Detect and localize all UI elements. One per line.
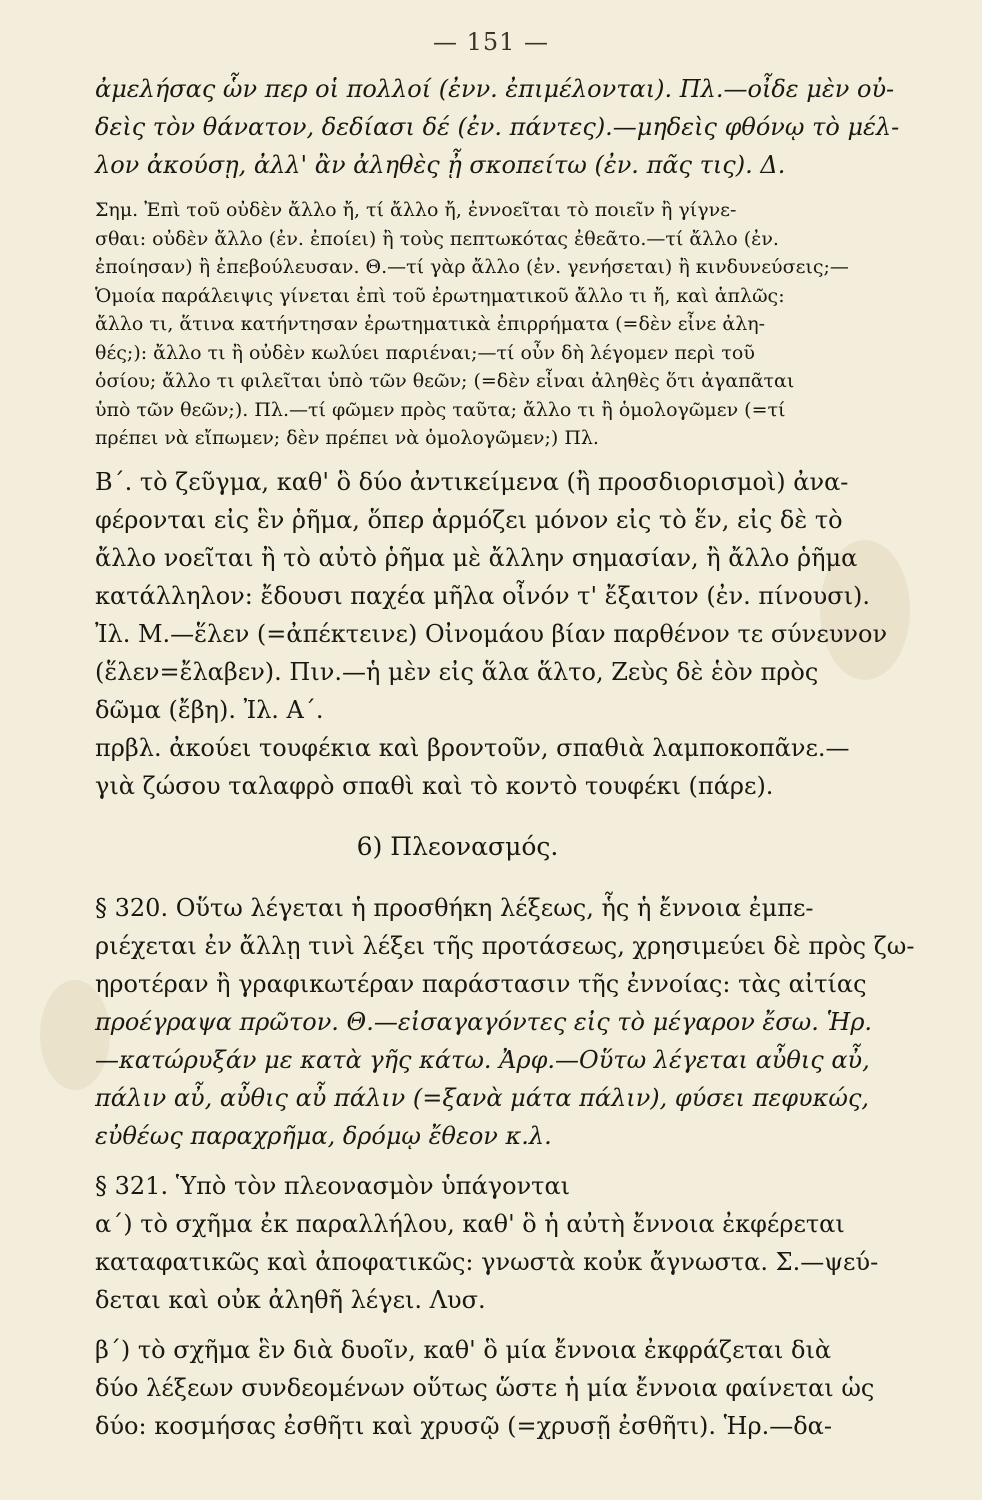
text-line: ριέχεται ἐν ἄλλῃ τινὶ λέξει τῆς προτάσεως, χρησιμεύει δὲ πρὸς ζω-	[95, 931, 915, 960]
text-line: ἄλλο τι, ἅτινα κατήντησαν ἐρωτηματικὰ ἐπιρρήματα (=δὲν εἶνε ἀλη-	[95, 313, 766, 335]
text-line: ἀμελήσας ὧν περ οἱ πολλοί (ἐνν. ἐπιμέλονται). Πλ.—οἶδε μὲν οὐ-	[95, 75, 895, 103]
text-line: φέρονται εἰς ἓν ῥῆμα, ὅπερ ἁρμόζει μόνον εἰς τὸ ἕν, εἰς δὲ τὸ	[95, 505, 843, 534]
text-line: § 320. Οὕτω λέγεται ἡ προσθήκη λέξεως, ἧς ἡ ἔννοια ἐμπε-	[95, 893, 814, 922]
text-line: κατάλληλον: ἔδουσι παχέα μῆλα οἶνόν τ' ἔξαιτον (ἐν. πίνουσι).	[95, 581, 871, 610]
paragraph-321	[95, 1167, 879, 1445]
text-line: —κατώρυξάν με κατὰ γῆς κάτω. Ἀρφ.—Οὕτω λέγεται αὖθις αὖ,	[95, 1045, 870, 1074]
paragraph-zeugma	[95, 463, 888, 805]
text-line: δύο: κοσμήσας ἐσθῆτι καὶ χρυσῷ (=χρυσῇ ἐσθῆτι). Ἡρ.—δα-	[95, 1411, 832, 1440]
text-line: Σημ. Ἐπὶ τοῦ οὐδὲν ἄλλο ἤ, τί ἄλλο ἤ, ἐννοεῖται τὸ ποιεῖν ἢ γίγνε-	[95, 199, 737, 221]
text-line: προέγραψα πρῶτον. Θ.—εἰσαγαγόντες εἰς τὸ μέγαρον ἔσω. Ἡρ.	[95, 1007, 873, 1036]
text-line: ηροτέραν ἢ γραφικωτέραν παράστασιν τῆς ἐννοίας: τὰς αἰτίας	[95, 969, 867, 998]
text-line: γιὰ ζώσου ταλαφρὸ σπαθὶ καὶ τὸ κοντὸ τουφέκι (πάρε).	[95, 771, 774, 800]
text-line: λον ἀκούσῃ, ἀλλ' ἂν ἀληθὲς ᾖ σκοπείτω (ἐν. πᾶς τις). Δ.	[95, 151, 786, 179]
text-line: Β΄. τὸ ζεῦγμα, καθ' ὃ δύο ἀντικείμενα (ἢ προσδιορισμοὶ) ἀνα-	[95, 467, 849, 496]
text-line: σθαι: οὐδὲν ἄλλο (ἐν. ἐποίει) ἢ τοὺς πεπτωκότας ἐθεᾶτο.—τί ἄλλο (ἐν.	[95, 227, 779, 250]
page-number: — 151 —	[432, 28, 550, 56]
text-line: θές;): ἄλλο τι ἢ οὐδὲν κωλύει παριέναι;—τί οὖν δὴ λέγομεν περὶ τοῦ	[95, 341, 755, 364]
text-line: ὑπὸ τῶν θεῶν;). Πλ.—τί φῶμεν πρὸς ταῦτα; ἄλλο τι ἢ ὁμολογῶμεν (=τί	[95, 398, 786, 421]
text-line: β΄) τὸ σχῆμα ἓν διὰ δυοῖν, καθ' ὃ μία ἔννοια ἐκφράζεται διὰ	[95, 1335, 832, 1364]
text-line: καταφατικῶς καὶ ἀποφατικῶς: γνωστὰ κοὐκ ἄγνωστα. Σ.—ψεύ-	[95, 1247, 879, 1276]
text-line: δεται καὶ οὐκ ἀληθῆ λέγει. Λυσ.	[95, 1285, 486, 1314]
text-line: ἄλλο νοεῖται ἢ τὸ αὐτὸ ῥῆμα μὲ ἄλλην σημασίαν, ἢ ἄλλο ῥῆμα	[95, 543, 858, 572]
text-line: δῶμα (ἔβη). Ἰλ. Α΄.	[95, 695, 324, 724]
text-line: (ἕλεν=ἔλαβεν). Πιν.—ἡ μὲν εἰς ἅλα ἅλτο, Ζεὺς δὲ ἑὸν πρὸς	[95, 657, 819, 686]
page-body	[95, 70, 915, 1445]
text-line: δύο λέξεων συνδεομένων οὕτως ὥστε ἡ μία ἔννοια φαίνεται ὡς	[95, 1373, 875, 1402]
text-line: ὁσίου; ἄλλο τι φιλεῖται ὑπὸ τῶν θεῶν; (=δὲν εἶναι ἀληθὲς ὅτι ἀγαπᾶται	[95, 370, 795, 392]
text-line: § 321. Ὑπὸ τὸν πλεονασμὸν ὑπάγονται	[95, 1171, 571, 1200]
paragraph-320	[95, 889, 915, 1155]
text-line: πρέπει νὰ εἴπωμεν; δὲν πρέπει νὰ ὁμολογῶμεν;) Πλ.	[95, 427, 599, 449]
paragraph-intro	[95, 70, 900, 184]
text-line: πάλιν αὖ, αὖθις αὖ πάλιν (=ξανὰ μάτα πάλιν), φύσει πεφυκώς,	[95, 1083, 870, 1112]
text-line: α΄) τὸ σχῆμα ἐκ παραλλήλου, καθ' ὃ ἡ αὐτὴ ἔννοια ἐκφέρεται	[95, 1209, 845, 1238]
text-line: εὐθέως παραχρῆμα, δρόμῳ ἔθεον κ.λ.	[95, 1121, 552, 1150]
text-line: Ἰλ. Μ.—ἕλεν (=ἀπέκτεινε) Οἰνομάου βίαν παρθένον τε σύνευνον	[95, 619, 888, 648]
note-block	[95, 196, 849, 453]
text-line: δεὶς τὸν θάνατον, δεδίασι δέ (ἐν. πάντες).—μηδεὶς φθόνῳ τὸ μέλ-	[95, 113, 900, 141]
section-heading: 6) Πλεονασμός.	[356, 831, 559, 861]
text-line: ἐποίησαν) ἢ ἐπεβούλευσαν. Θ.—τί γὰρ ἄλλο (ἐν. γενήσεται) ἢ κινδυνεύσεις;—	[95, 256, 849, 278]
text-line: πρβλ. ἀκούει τουφέκια καὶ βροντοῦν, σπαθιὰ λαμποκοπᾶνε.—	[95, 733, 850, 762]
text-line: Ὁμοία παράλειψις γίνεται ἐπὶ τοῦ ἐρωτηματικοῦ ἄλλο τι ἤ, καὶ ἁπλῶς:	[95, 284, 785, 307]
